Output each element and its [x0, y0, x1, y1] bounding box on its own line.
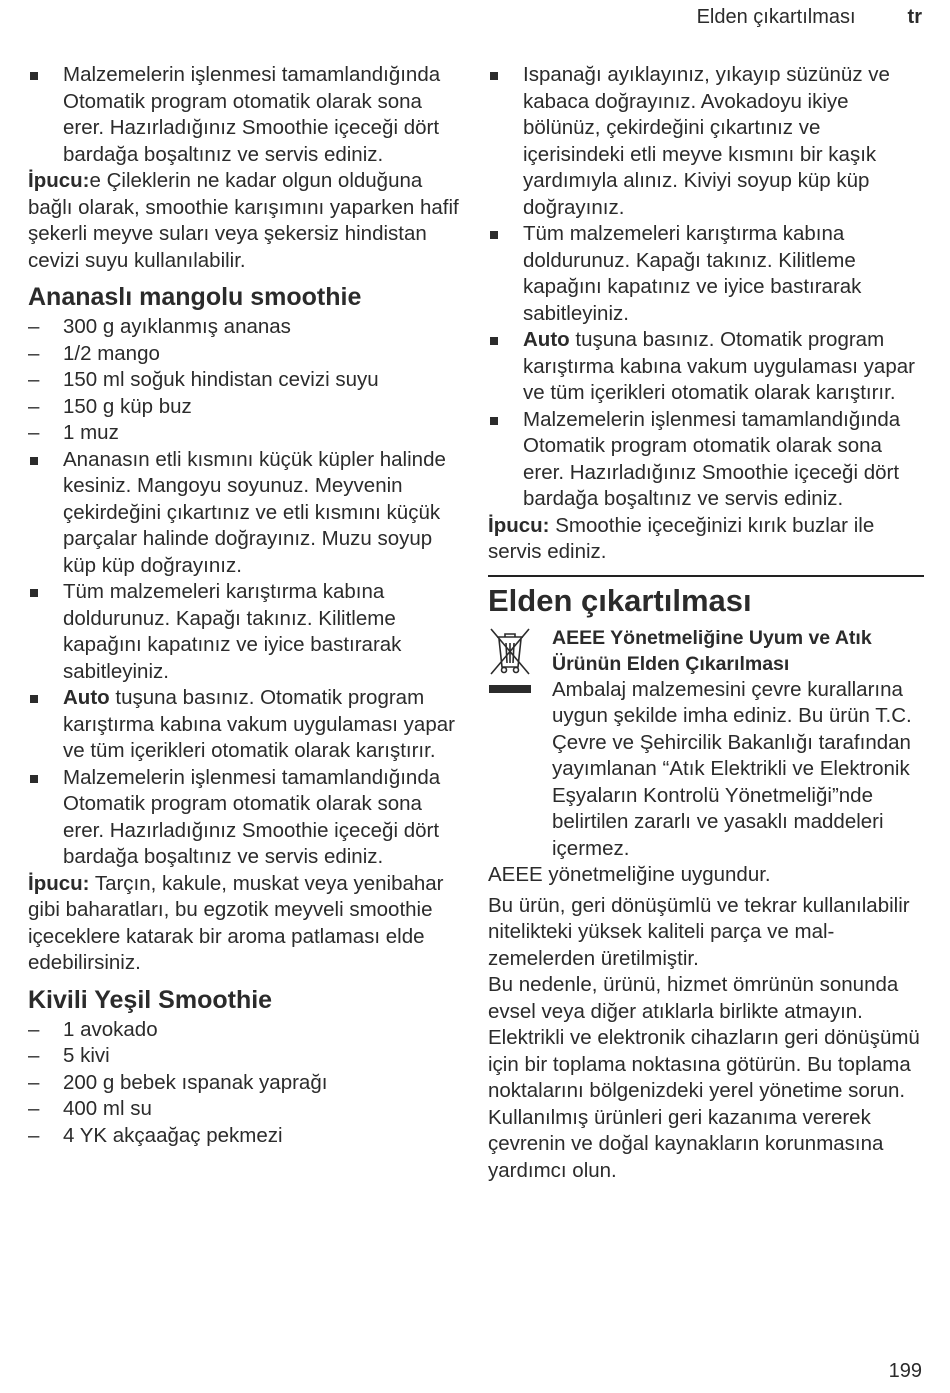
ingredient-text: 400 ml su — [63, 1097, 152, 1120]
dash-bullet-icon: – — [28, 341, 40, 365]
auto-key-label: Auto — [63, 686, 110, 709]
tip-label: İpucu: — [28, 871, 90, 895]
ingredient-text: 1 avokado — [63, 1017, 158, 1041]
step-text: Tüm malzemeleri karıştırma kabına doldurunuz. Kapağı takınız. Kilitleme kapağını kapatınız ve iyice bastırarak sabitleyiniz. — [523, 222, 862, 325]
ingredient-text: 300 g ayıklanmış ananas — [63, 315, 291, 338]
recipe-title: Kivili Yeşil Smoothie — [28, 985, 273, 1014]
tip-paragraph — [488, 513, 924, 566]
square-bullet-icon — [30, 589, 38, 597]
running-header — [697, 6, 922, 29]
header-title: Elden çıkartılması — [696, 6, 856, 28]
dash-bullet-icon: – — [28, 368, 40, 391]
tip-text: Smoothie içeceğinizi kırık buzlar ile servis ediniz. — [488, 513, 875, 563]
dash-bullet-icon: – — [28, 1044, 40, 1067]
ingredient-text: 1/2 mango — [63, 341, 160, 365]
ingredient-item — [28, 1017, 468, 1044]
ingredient-item — [28, 394, 468, 421]
square-bullet-icon — [30, 72, 38, 80]
square-bullet-icon — [490, 72, 498, 80]
square-bullet-icon — [30, 457, 38, 465]
step-item — [28, 685, 468, 765]
dash-bullet-icon: – — [28, 394, 40, 418]
step-text: Ispanağı ayıklayınız, yıkayıp süzünüz ve kabaca doğrayınız. Avokadoyu ikiye bölünüz, çekirdeğini çıkartınız ve içerisindeki etli meyve kısmını bir kaşık yardımıyla alınız. Kiviyi soyup küp küp doğrayınız. — [523, 63, 890, 219]
recycling-paragraph: Bu ürün, geri dönüşümlü ve tekrar kullanılabilir nitelikteki yüksek kaliteli parça ve malzemelerden üretilmiştir. — [488, 893, 910, 970]
crossed-out-wheelie-bin-icon — [488, 625, 532, 695]
ingredient-list — [28, 314, 468, 447]
ingredient-text: 5 kivi — [63, 1044, 110, 1067]
step-item — [28, 62, 468, 168]
ingredient-item — [28, 314, 468, 341]
step-text: tuşuna basınız. Otomatik program karıştırma kabına vakum uygulaması yapar ve tüm içerikleri otomatik olarak karıştırır. — [523, 328, 915, 404]
step-item — [488, 327, 924, 407]
square-bullet-icon — [490, 417, 498, 425]
tip-paragraph — [28, 168, 468, 274]
ingredient-item — [28, 367, 468, 394]
ingredient-text: 200 g bebek ıspanak yaprağı — [63, 1070, 328, 1094]
ingredient-item — [28, 1096, 468, 1123]
dash-bullet-icon: – — [28, 1123, 40, 1147]
weee-text: Ambalaj malzemesini çevre kurallarına uygun şekilde imha ediniz. Bu ürün T.C. Çevre ve Şehircilik Bakanlığı tarafından yayımlanan “Atık Elektrikli ve Elektronik Eşyaların Kontrolü Yönetmeliği”nde belirtilen zararlı ve yasaklı maddeleri içermez. — [552, 677, 912, 860]
step-text: Malzemelerin işlenmesi tamamlandığında Otomatik program otomatik olarak sona erer. Hazırladığınız Smoothie içeceği dört bardağa boşaltınız ve servis ediniz. — [523, 407, 901, 510]
right-column — [488, 62, 924, 1184]
ingredient-text: 150 g küp buz — [63, 394, 192, 418]
step-text: Ananasın etli kısmını küçük küpler halinde kesiniz. Mangoyu soyunuz. Meyvenin çekirdeğini çıkartınız ve etli kısmını küçük parçalar halinde doğrayınız. Muzu soyup küp küp doğrayınız. — [63, 447, 446, 577]
tip-label: İpucu: — [28, 169, 90, 192]
square-bullet-icon — [490, 337, 498, 345]
dash-bullet-icon: – — [28, 1097, 40, 1120]
step-item — [488, 221, 924, 327]
tip-label: İpucu: — [488, 513, 550, 537]
section-title: Elden çıkartılması — [488, 582, 752, 618]
square-bullet-icon — [490, 231, 498, 239]
dash-bullet-icon: – — [28, 421, 40, 444]
step-text: Tüm malzemeleri karıştırma kabına doldurunuz. Kapağı takınız. Kilitleme kapağını kapatınız ve iyice bastırarak sabitleyiniz. — [63, 580, 402, 683]
ingredient-item — [28, 1070, 468, 1097]
tip-paragraph — [28, 871, 468, 977]
square-bullet-icon — [30, 775, 38, 783]
ingredient-item — [28, 1123, 468, 1150]
dash-bullet-icon: – — [28, 315, 40, 338]
ingredient-text: 4 YK akçaağaç pekmezi — [63, 1123, 283, 1147]
weee-title: AEEE Yönetmeliğine Uyum ve Atık Ürünün Elden Çıkarılması — [552, 626, 872, 675]
recipe-title: Ananaslı mangolu smoothie — [28, 283, 362, 311]
section-divider — [488, 575, 924, 577]
step-item — [488, 62, 924, 221]
step-item — [28, 579, 468, 685]
tip-text: Tarçın, kakule, muskat veya yenibahar gibi baharatları, bu egzotik meyveli smoothie içeceklere katarak bir aroma patlaması elde edebilirsiniz. — [28, 871, 444, 974]
ingredient-list — [28, 1017, 468, 1150]
dash-bullet-icon: – — [28, 1017, 40, 1041]
page-number: 199 — [888, 1360, 922, 1382]
compliance-paragraph: AEEE yönetmeliğine uygundur. — [488, 863, 771, 886]
ingredient-item — [28, 341, 468, 368]
step-text: tuşuna basınız. Otomatik program karıştırma kabına vakum uygulaması yapar ve tüm içerikleri otomatik olarak karıştırır. — [63, 686, 455, 762]
square-bullet-icon — [30, 695, 38, 703]
dash-bullet-icon: – — [28, 1070, 40, 1094]
environment-paragraph: Kullanılmış ürünleri geri kazanıma vererek çevrenin ve doğal kaynakların korunmasına yardımcı olun. — [488, 1105, 884, 1182]
auto-key-label: Auto — [523, 328, 570, 351]
ingredient-text: 150 ml soğuk hindistan cevizi suyu — [63, 368, 379, 391]
tip-text: e Çileklerin ne kadar olgun olduğuna bağlı olarak, smoothie karışımını yaparken hafif şekerli meyve suları veya şekersiz hindistan cevizi suyu kullanılabilir. — [28, 169, 459, 272]
step-item — [28, 765, 468, 871]
ingredient-item — [28, 1043, 468, 1070]
step-text: Malzemelerin işlenmesi tamamlandığında Otomatik program otomatik olarak sona erer. Hazırladığınız Smoothie içeceği dört bardağa boşaltınız ve servis ediniz. — [63, 765, 441, 868]
language-code: tr — [907, 6, 922, 28]
ingredient-text: 1 muz — [63, 421, 119, 444]
ingredient-item — [28, 420, 468, 447]
left-column — [28, 62, 468, 1149]
step-item — [28, 447, 468, 580]
step-item — [488, 407, 924, 513]
step-text: Malzemelerin işlenmesi tamamlandığında Otomatik program otomatik olarak sona erer. Hazırladığınız Smoothie içeceği dört bardağa boşaltınız ve servis ediniz. — [63, 63, 441, 166]
weee-block — [488, 625, 924, 863]
disposal-paragraph: Bu nedenle, ürünü, hizmet ömrünün sonunda evsel veya diğer atıklarla birlikte atmayın. Elektrikli ve elektronik cihazların geri dönüşümü için bir toplama noktasına götürün. Bu toplama noktalarını bölgenizdeki yerel yönetime sorun. — [488, 973, 920, 1102]
